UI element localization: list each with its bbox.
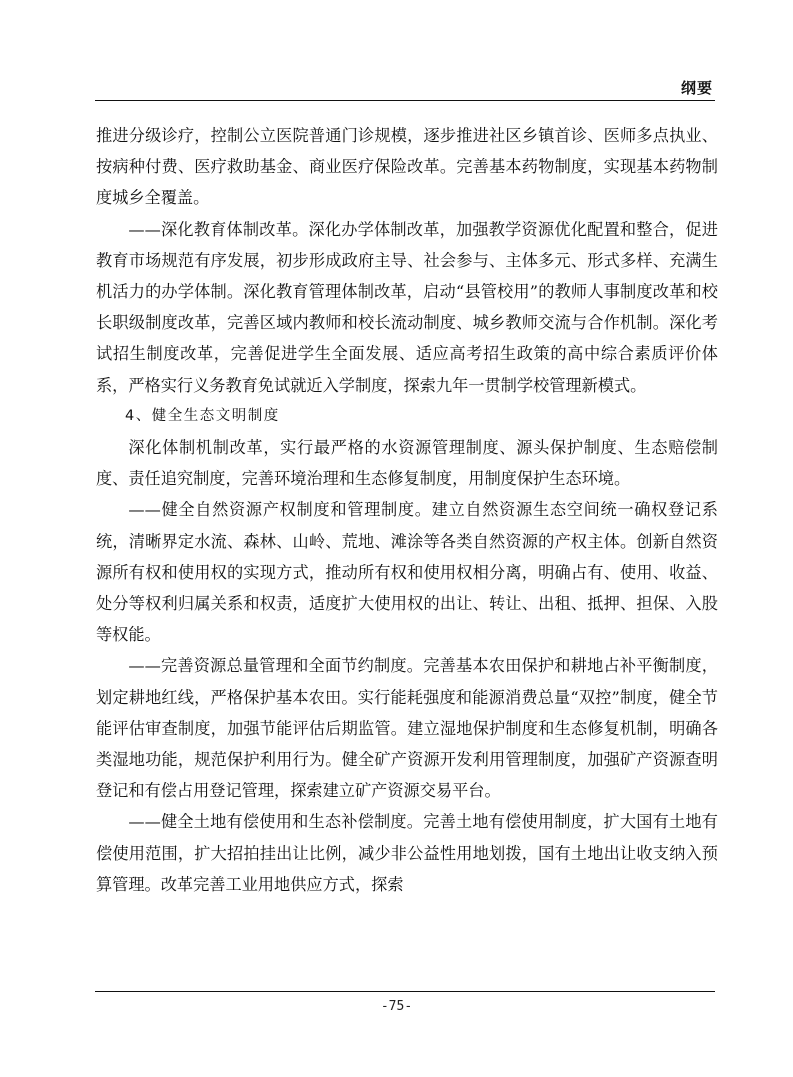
- section-heading: 4、健全生态文明制度: [125, 407, 280, 424]
- footer-divider: [95, 991, 715, 992]
- page-number: -75-: [380, 999, 413, 1014]
- paragraph-resource-management: ——完善资源总量管理和全面节约制度。完善基本农田保护和耕地占补平衡制度，划定耕地红线，严格保护基本农田。实行能耗强度和能源消费总量“双控”制度，健全节能评估审查制度，加强节能评估后期监管。建立湿地保护制度和生态修复机制，明确各类湿地功能，规范保护利用行为。健全矿产资源开发利用管理制度，加强矿产资源查明登记和有偿占用登记管理，探索建立矿产资源交易平台。: [96, 656, 718, 801]
- paragraph-education-reform: ——深化教育体制改革。深化办学体制改革，加强教学资源优化配置和整合，促进教育市场规范有序发展，初步形成政府主导、社会参与、主体多元、形式多样、充满生机活力的办学体制。深化教育管理体制改革，启动“县管校用”的教师人事制度改革和校长职级制度改革，完善区域内教师和校长流动制度、城乡教师交流与合作机制。深化考试招生制度改革，完善促进学生全面发展、适应高考招生政策的高中综合素质评价体系，严格实行义务教育免试就近入学制度，探索九年一贯制学校管理新模式。: [96, 219, 718, 395]
- paragraph-land-compensation: ——健全土地有偿使用和生态补偿制度。完善土地有偿使用制度，扩大国有土地有偿使用范围，扩大招拍挂出让比例，减少非公益性用地划拨，国有土地出让收支纳入预算管理。改革完善工业用地供应方式，探索: [96, 812, 718, 894]
- paragraph-resource-property: ——健全自然资源产权制度和管理制度。建立自然资源生态空间统一确权登记系统，清晰界定水流、森林、山岭、荒地、滩涂等各类自然资源的产权主体。创新自然资源所有权和使用权的实现方式，推动所有权和使用权相分离，明确占有、使用、收益、处分等权利归属关系和权责，适度扩大使用权的出让、转让、出租、抵押、担保、入股等权能。: [96, 500, 718, 645]
- header-divider: [95, 100, 715, 101]
- paragraph-ecology-intro: 深化体制机制改革，实行最严格的水资源管理制度、源头保护制度、生态赔偿制度、责任追究制度，完善环境治理和生态修复制度，用制度保护生态环境。: [96, 438, 718, 489]
- running-header: 纲要: [680, 79, 713, 97]
- paragraph-continuation: 推进分级诊疗，控制公立医院普通门诊规模，逐步推进社区乡镇首诊、医师多点执业、按病种付费、医疗救助基金、商业医疗保险改革。完善基本药物制度，实现基本药物制度城乡全覆盖。: [96, 126, 718, 208]
- body-text: [96, 120, 718, 900]
